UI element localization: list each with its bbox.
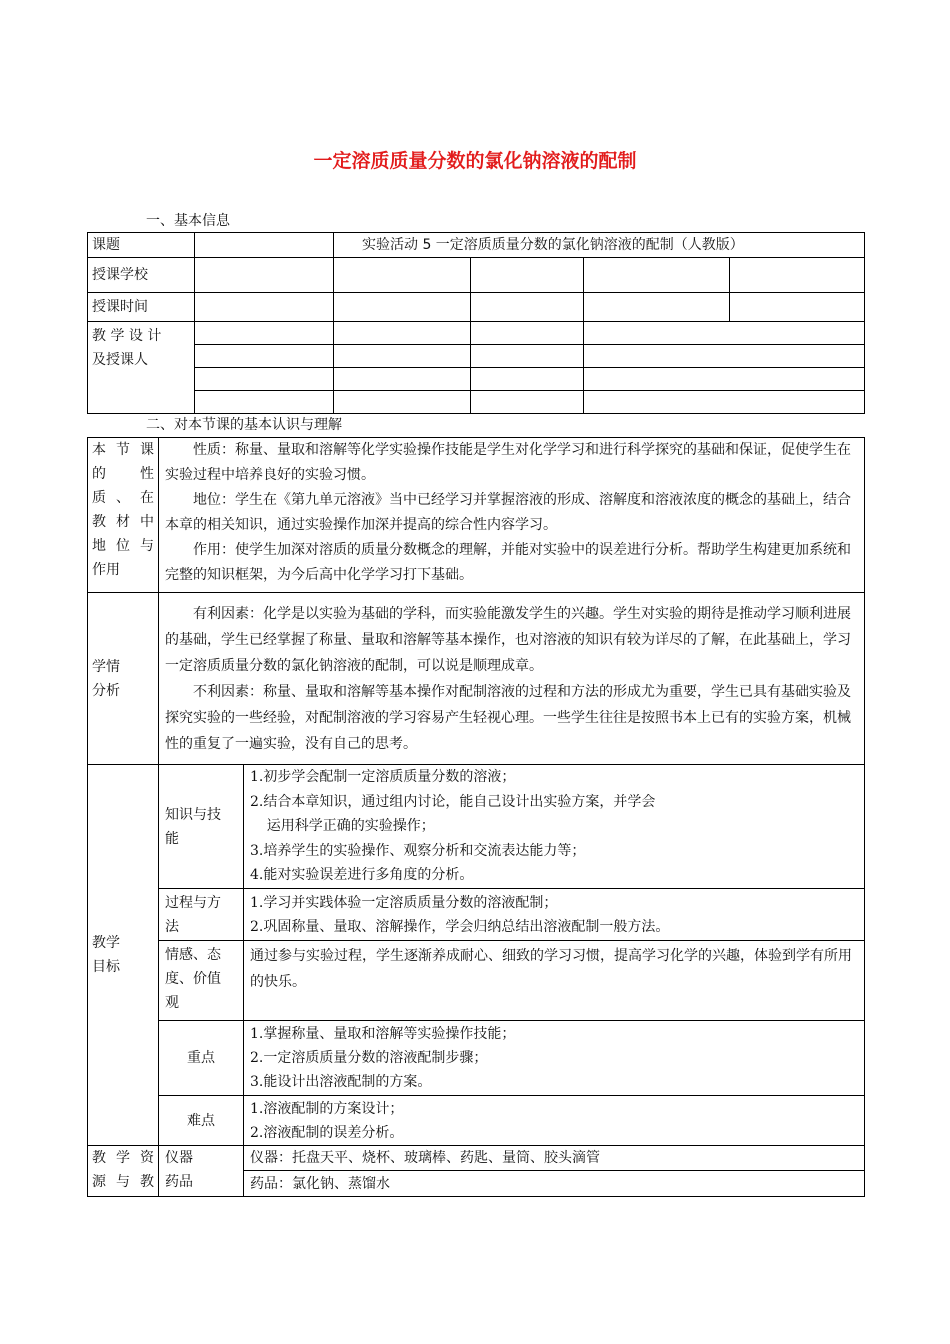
time-cell-2 (334, 293, 471, 322)
designer-cell (584, 391, 865, 414)
emotion-label-line: 情感、态 (165, 947, 221, 963)
nature-label-line: 教 材 中 (92, 514, 154, 530)
understanding-table (87, 437, 865, 1197)
goals-label (88, 765, 159, 1146)
nature-label-line: 的 性 (92, 466, 154, 482)
school-cell-1 (195, 258, 334, 293)
designer-cell (584, 322, 865, 345)
school-cell-2 (334, 258, 471, 293)
resources-sub-label (159, 1146, 244, 1197)
analysis-label-line: 分析 (92, 682, 120, 699)
knowledge-content (244, 765, 865, 889)
process-label-line: 法 (165, 918, 179, 935)
designer-cell (195, 345, 334, 368)
knowledge-item: 运用科学正确的实验操作； (266, 818, 435, 835)
school-cell-5 (730, 258, 865, 293)
process-item: 1.学习并实践体验一定溶质质量分数的溶液配制； (250, 894, 558, 911)
designer-cell (471, 368, 584, 391)
section-basic-info: 一、基本信息 (146, 213, 230, 229)
designer-cell (334, 391, 471, 414)
designer-cell (471, 322, 584, 345)
topic-label: 课题 (88, 233, 195, 258)
key-item: 3.能设计出溶液配制的方案。 (250, 1074, 432, 1090)
topic-value: 实验活动 5 一定溶质质量分数的氯化钠溶液的配制（人教版） (334, 233, 865, 258)
resources-label-line: 教 学 资 (92, 1150, 154, 1166)
difficult-item: 2.溶液配制的误差分析。 (250, 1124, 404, 1141)
key-content (244, 1021, 865, 1096)
nature-label (88, 438, 159, 593)
nature-content (159, 438, 865, 593)
topic-empty (195, 233, 334, 258)
designer-label-line-2: 及授课人 (92, 352, 148, 368)
designer-cell (334, 368, 471, 391)
designer-cell (471, 391, 584, 414)
analysis-label (88, 593, 159, 765)
emotion-label (159, 941, 244, 1021)
nature-paragraph-role: 作用：使学生加深对溶质的质量分数概念的理解，并能对实验中的误差进行分析。帮助学生构建更加系统和完整的知识框架，为今后高中化学学习打下基础。 (165, 542, 851, 583)
school-label: 授课学校 (88, 258, 195, 293)
key-item: 1.掌握称量、量取和溶解等实验操作技能； (250, 1026, 516, 1042)
analysis-paragraph-favorable: 有利因素：化学是以实验为基础的学科，而实验能激发学生的兴趣。学生对实验的期待是推动学习顺利进展的基础，学生已经掌握了称量、量取和溶解等基本操作，也对溶液的知识有较为详尽的了解，在此基础上，学习一定溶质质量分数的氯化钠溶液的配制，可以说是顺理成章。 (165, 605, 851, 674)
time-cell-5 (730, 293, 865, 322)
resources-sub-label-line: 药品 (165, 1174, 193, 1190)
goals-label-line: 教学 (92, 935, 120, 951)
process-label (159, 889, 244, 941)
page-title: 一定溶质质量分数的氯化钠溶液的配制 (313, 150, 637, 172)
knowledge-item: 2.结合本章知识，通过组内讨论，能自己设计出实验方案，并学会 (250, 793, 656, 810)
resources-label-line: 源 与 教 (92, 1174, 154, 1190)
process-label-line: 过程与方 (165, 894, 221, 911)
designer-label-line-1: 教 学 设 计 (92, 328, 162, 344)
emotion-label-line: 度、价值 (165, 971, 221, 987)
reagents-content: 药品：氯化钠、蒸馏水 (244, 1171, 865, 1197)
knowledge-item: 3.培养学生的实验操作、观察分析和交流表达能力等； (250, 842, 586, 859)
nature-paragraph-nature: 性质：称量、量取和溶解等化学实验操作技能是学生对化学学习和进行科学探究的基础和保证，促使学生在实验过程中培养良好的实验习惯。 (165, 442, 851, 483)
nature-paragraph-position: 地位：学生在《第九单元溶液》当中已经学习并掌握溶液的形成、溶解度和溶液浓度的概念的基础上，结合本章的相关知识，通过实验操作加深并提高的综合性内容学习。 (165, 492, 851, 533)
nature-label-line: 质 、 在 (92, 490, 154, 506)
knowledge-label-line: 知识与技 (165, 806, 221, 823)
analysis-label-line: 学情 (92, 658, 120, 675)
designer-cell (584, 345, 865, 368)
designer-cell (584, 368, 865, 391)
knowledge-label-line: 能 (165, 830, 179, 847)
designer-cell (334, 345, 471, 368)
analysis-paragraph-unfavorable: 不利因素：称量、量取和溶解等基本操作对配制溶液的过程和方法的形成尤为重要，学生已具有基础实验及探究实验的一些经验，对配制溶液的学习容易产生轻视心理。一些学生往往是按照书本上已有的实验方案，机械性的重复了一遍实验，没有自己的思考。 (165, 683, 851, 752)
difficult-label: 难点 (159, 1096, 244, 1146)
designer-label (88, 322, 195, 414)
analysis-content (159, 593, 865, 765)
time-cell-1 (195, 293, 334, 322)
school-cell-3 (471, 258, 584, 293)
designer-cell (334, 322, 471, 345)
emotion-content: 通过参与实验过程，学生逐渐养成耐心、细致的学习习惯，提高学习化学的兴趣，体验到学有所用的快乐。 (244, 941, 865, 1021)
key-item: 2.一定溶质质量分数的溶液配制步骤； (250, 1050, 488, 1066)
designer-cell (195, 322, 334, 345)
school-cell-4 (584, 258, 730, 293)
nature-label-line: 本 节 课 (92, 442, 154, 458)
resources-label (88, 1146, 159, 1197)
designer-cell (195, 391, 334, 414)
goals-label-line: 目标 (92, 959, 120, 975)
time-label: 授课时间 (88, 293, 195, 322)
knowledge-item: 4.能对实验误差进行多角度的分析。 (250, 867, 474, 884)
section-understanding: 二、对本节课的基本认识与理解 (146, 417, 342, 433)
time-cell-3 (471, 293, 584, 322)
time-cell-4 (584, 293, 730, 322)
knowledge-label (159, 765, 244, 889)
process-item: 2.巩固称量、量取、溶解操作，学会归纳总结出溶液配制一般方法。 (250, 918, 670, 935)
designer-cell (471, 345, 584, 368)
nature-label-line: 地 位 与 (92, 538, 154, 554)
nature-label-line: 作用 (92, 562, 120, 578)
basic-info-table (87, 232, 865, 414)
emotion-label-line: 观 (165, 995, 179, 1011)
process-content (244, 889, 865, 941)
key-label: 重点 (159, 1021, 244, 1096)
resources-sub-label-line: 仪器 (165, 1150, 193, 1166)
difficult-item: 1.溶液配制的方案设计； (250, 1100, 404, 1117)
difficult-content (244, 1096, 865, 1146)
instruments-content: 仪器：托盘天平、烧杯、玻璃棒、药匙、量筒、胶头滴管 (244, 1146, 865, 1171)
designer-cell (195, 368, 334, 391)
knowledge-item: 1.初步学会配制一定溶质质量分数的溶液； (250, 769, 516, 786)
